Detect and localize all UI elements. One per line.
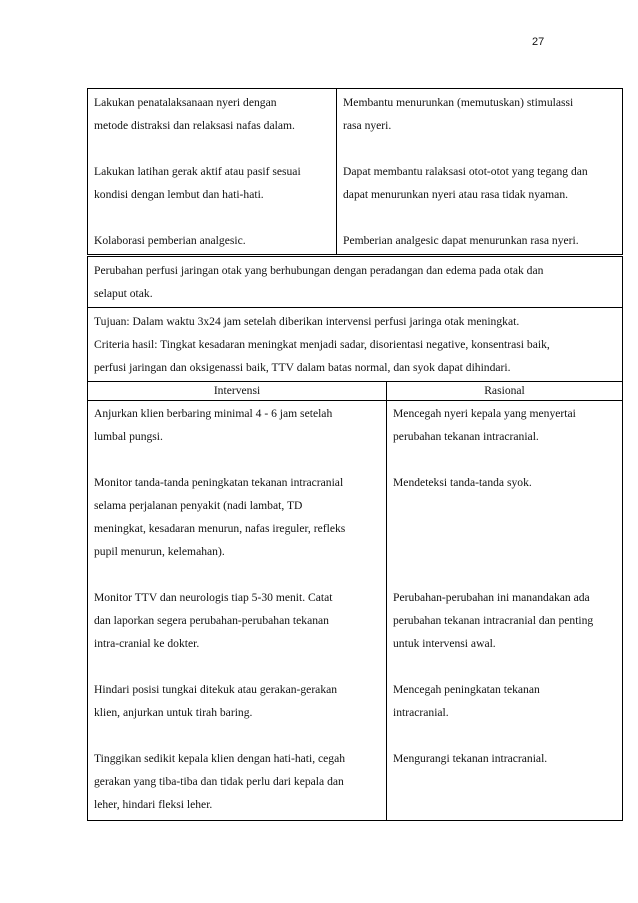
diagnosis-cell bbox=[88, 257, 623, 308]
rationale-cell bbox=[387, 401, 623, 821]
text-line: dan laporkan segera perubahan-perubahan tekanan bbox=[94, 614, 329, 627]
text-line: meningkat, kesadaran menurun, nafas ireguler, refleks bbox=[94, 522, 346, 535]
intervention-table-perfusion bbox=[87, 256, 623, 821]
text-line: Kolaborasi pemberian analgesic. bbox=[94, 234, 246, 247]
text-line: Mencegah nyeri kepala yang menyertai bbox=[393, 407, 576, 420]
text-line: dapat menurunkan nyeri atau rasa tidak nyaman. bbox=[343, 188, 569, 201]
text-line: intra-cranial ke dokter. bbox=[94, 637, 200, 650]
text-line: Mengurangi tekanan intracranial. bbox=[393, 752, 548, 765]
text-line: Perubahan perfusi jaringan otak yang berhubungan dengan peradangan dan edema pada otak dan bbox=[94, 264, 544, 277]
text-line: klien, anjurkan untuk tirah baring. bbox=[94, 706, 253, 719]
text-line: pupil menurun, kelemahan). bbox=[94, 545, 225, 558]
text-line: Lakukan latihan gerak aktif atau pasif sesuai bbox=[94, 165, 301, 178]
header-row bbox=[88, 382, 623, 401]
text-line: gerakan yang tiba-tiba dan tidak perlu dari kepala dan bbox=[94, 775, 344, 788]
text-line: metode distraksi dan relaksasi nafas dalam. bbox=[94, 119, 295, 132]
text-line: perubahan tekanan intracranial dan penting bbox=[393, 614, 594, 627]
text-line: Dapat membantu ralaksasi otot-otot yang tegang dan bbox=[343, 165, 588, 178]
text-line: Membantu menurunkan (memutuskan) stimulassi bbox=[343, 96, 574, 109]
text-line: Pemberian analgesic dapat menurunkan rasa nyeri. bbox=[343, 234, 579, 247]
rationale-cell bbox=[337, 89, 623, 255]
goal-row bbox=[88, 308, 623, 382]
text-line: Hindari posisi tungkai ditekuk atau gerakan-gerakan bbox=[94, 683, 338, 696]
text-line: leher, hindari fleksi leher. bbox=[94, 798, 213, 811]
text-line: intracranial. bbox=[393, 706, 449, 719]
text-line: selama perjalanan penyakit (nadi lambat, TD bbox=[94, 499, 303, 512]
text-line: selaput otak. bbox=[94, 287, 153, 300]
text-line: Tinggikan sedikit kepala klien dengan hati-hati, cegah bbox=[94, 752, 346, 765]
text-line: perubahan tekanan intracranial. bbox=[393, 430, 539, 443]
text-line: Lakukan penatalaksanaan nyeri dengan bbox=[94, 96, 277, 109]
column-header-rasional: Rasional bbox=[387, 382, 623, 401]
text-line: perfusi jaringan dan oksigenassi baik, TTV dalam batas normal, dan syok dapat dihindari. bbox=[94, 361, 511, 374]
table-row bbox=[88, 401, 623, 821]
table-row bbox=[88, 89, 623, 255]
text-line: Anjurkan klien berbaring minimal 4 - 6 jam setelah bbox=[94, 407, 333, 420]
text-line: Monitor tanda-tanda peningkatan tekanan intracranial bbox=[94, 476, 344, 489]
text-line: Criteria hasil: Tingkat kesadaran meningkat menjadi sadar, disorientasi negative, konsentrasi baik, bbox=[94, 338, 550, 351]
page-number: 27 bbox=[532, 36, 545, 48]
text-line: Tujuan: Dalam waktu 3x24 jam setelah diberikan intervensi perfusi jaringa otak meningkat. bbox=[94, 315, 520, 328]
goal-cell bbox=[88, 308, 623, 382]
text-line: rasa nyeri. bbox=[343, 119, 392, 132]
text-line: untuk intervensi awal. bbox=[393, 637, 496, 650]
intervention-table-pain bbox=[87, 88, 623, 255]
text-line: Mencegah peningkatan tekanan bbox=[393, 683, 540, 696]
text-line: Monitor TTV dan neurologis tiap 5-30 menit. Catat bbox=[94, 591, 333, 604]
intervention-cell bbox=[88, 401, 387, 821]
text-line: Perubahan-perubahan ini manandakan ada bbox=[393, 591, 590, 604]
text-line: kondisi dengan lembut dan hati-hati. bbox=[94, 188, 264, 201]
column-header-intervensi: Intervensi bbox=[88, 382, 387, 401]
text-line: lumbal pungsi. bbox=[94, 430, 163, 443]
intervention-cell bbox=[88, 89, 337, 255]
text-line: Mendeteksi tanda-tanda syok. bbox=[393, 476, 532, 489]
diagnosis-row bbox=[88, 257, 623, 308]
